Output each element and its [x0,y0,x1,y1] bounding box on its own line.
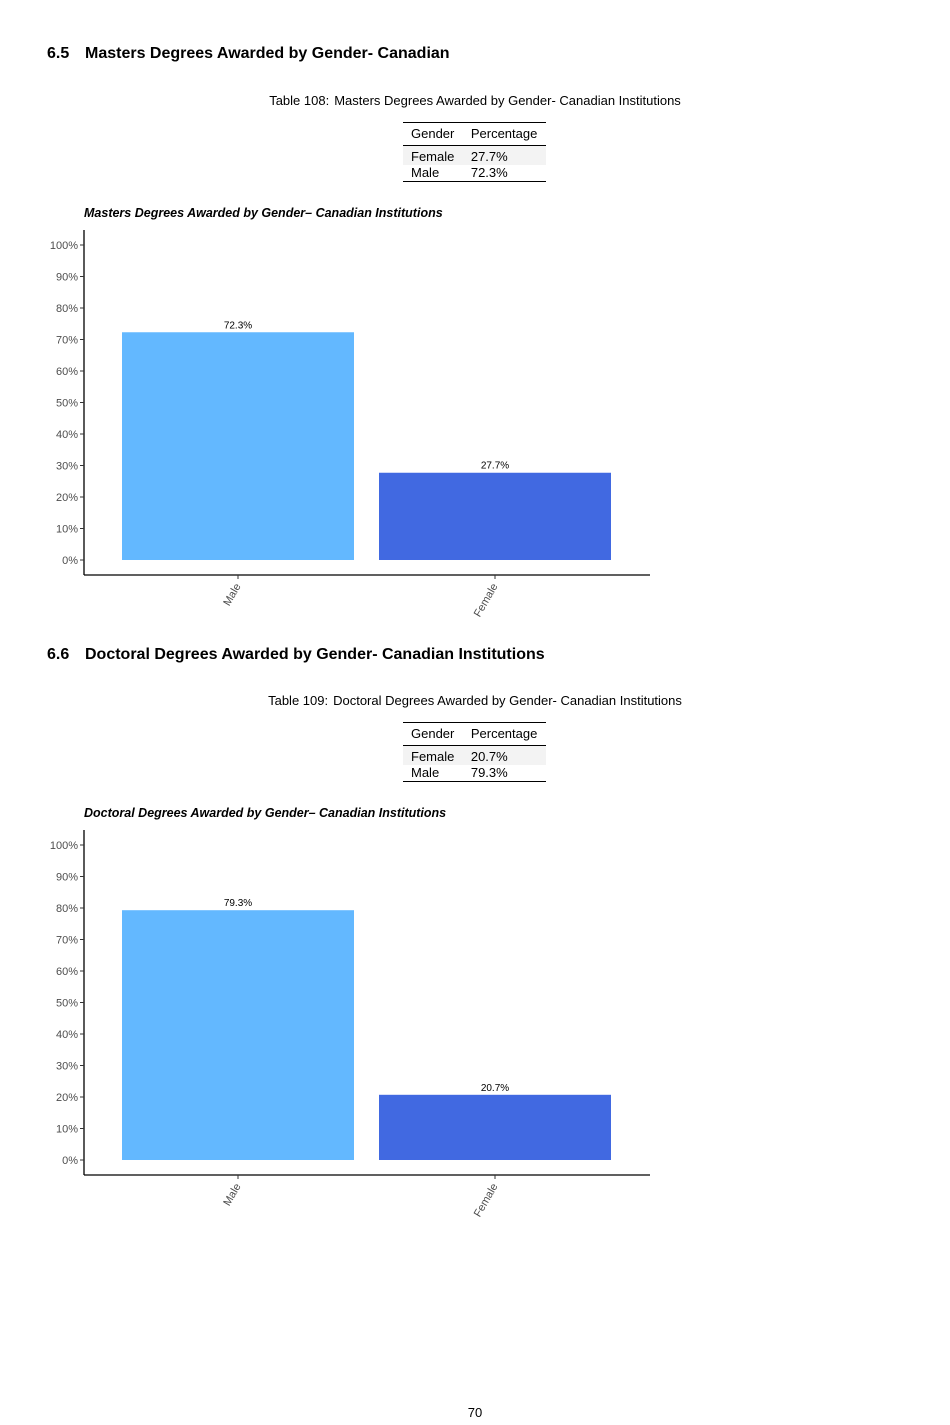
bar-value-label: 27.7% [480,460,510,472]
masters-bar-chart [0,228,950,628]
y-tick-label: 100% [49,840,78,852]
section-heading-doctoral [47,646,545,664]
table-row [403,765,546,782]
bar-female [379,1095,611,1160]
table-row [403,165,546,182]
bar-value-label: 79.3% [223,898,253,910]
y-tick-label: 40% [55,429,78,441]
page-number: 70 [467,1405,483,1420]
y-tick-label: 30% [55,460,78,473]
doctoral-gender-table [403,722,546,782]
cell-gender: Female [403,146,463,166]
table-caption-108 [0,93,950,108]
section-title: Masters Degrees Awarded by Gender- Canadian [85,45,450,62]
y-tick-label: 0% [62,1155,78,1167]
cell-gender: Female [403,746,463,766]
bar-value-label: 72.3% [223,320,253,332]
cell-percentage: 72.3% [470,165,508,180]
doctoral-bar-chart [0,828,950,1228]
bar-male [122,910,354,1160]
header-percentage: Percentage [463,723,546,746]
y-tick-label: 90% [55,871,78,884]
chart-title-masters: Masters Degrees Awarded by Gender– Canadian Institutions [84,206,443,220]
header-gender: Gender [403,723,463,746]
section-title: Doctoral Degrees Awarded by Gender- Canadian Institutions [85,646,545,663]
caption-text: Doctoral Degrees Awarded by Gender- Canadian Institutions [333,693,682,708]
y-tick-label: 100% [49,240,78,252]
y-tick-label: 20% [55,1092,78,1104]
cell-gender: Male [411,765,440,780]
y-tick-label: 40% [55,1029,78,1041]
y-tick-label: 10% [55,1123,78,1136]
header-gender: Gender [403,123,463,146]
section-number: 6.5 [47,45,70,62]
x-tick-label: Female [471,581,501,620]
y-tick-label: 80% [55,303,78,315]
table-caption-109 [0,693,950,708]
y-tick-label: 70% [55,334,78,347]
y-tick-label: 60% [55,366,78,378]
cell-gender: Male [411,165,440,180]
y-tick-label: 0% [62,555,78,567]
section-number: 6.6 [47,646,70,663]
masters-gender-table [403,122,546,182]
header-percentage: Percentage [463,123,546,146]
chart-title-doctoral: Doctoral Degrees Awarded by Gender– Canadian Institutions [84,806,447,820]
x-tick-label: Male [221,581,244,609]
bar-female [379,473,611,560]
table-row [403,146,546,166]
bar-value-label: 20.7% [480,1082,510,1094]
y-tick-label: 70% [55,934,78,947]
table-header-row [403,723,546,746]
caption-label: Table 109: [268,693,329,708]
caption-text: Masters Degrees Awarded by Gender- Canadian Institutions [334,93,681,108]
cell-percentage: 27.7% [463,146,546,166]
cell-percentage: 20.7% [463,746,546,766]
y-tick-label: 30% [55,1060,78,1073]
y-tick-label: 80% [55,903,78,915]
bar-male [122,332,354,560]
table-header-row [403,123,546,146]
y-tick-label: 50% [55,397,78,410]
y-tick-label: 10% [55,523,78,536]
x-tick-label: Male [221,1181,244,1209]
caption-label: Table 108: [269,93,330,108]
y-tick-label: 20% [55,492,78,504]
table-row [403,746,546,766]
cell-percentage: 79.3% [470,765,508,780]
y-tick-label: 90% [55,271,78,284]
y-tick-label: 50% [55,997,78,1010]
y-tick-label: 60% [55,966,78,978]
x-tick-label: Female [471,1181,501,1220]
section-heading-masters [47,45,450,63]
